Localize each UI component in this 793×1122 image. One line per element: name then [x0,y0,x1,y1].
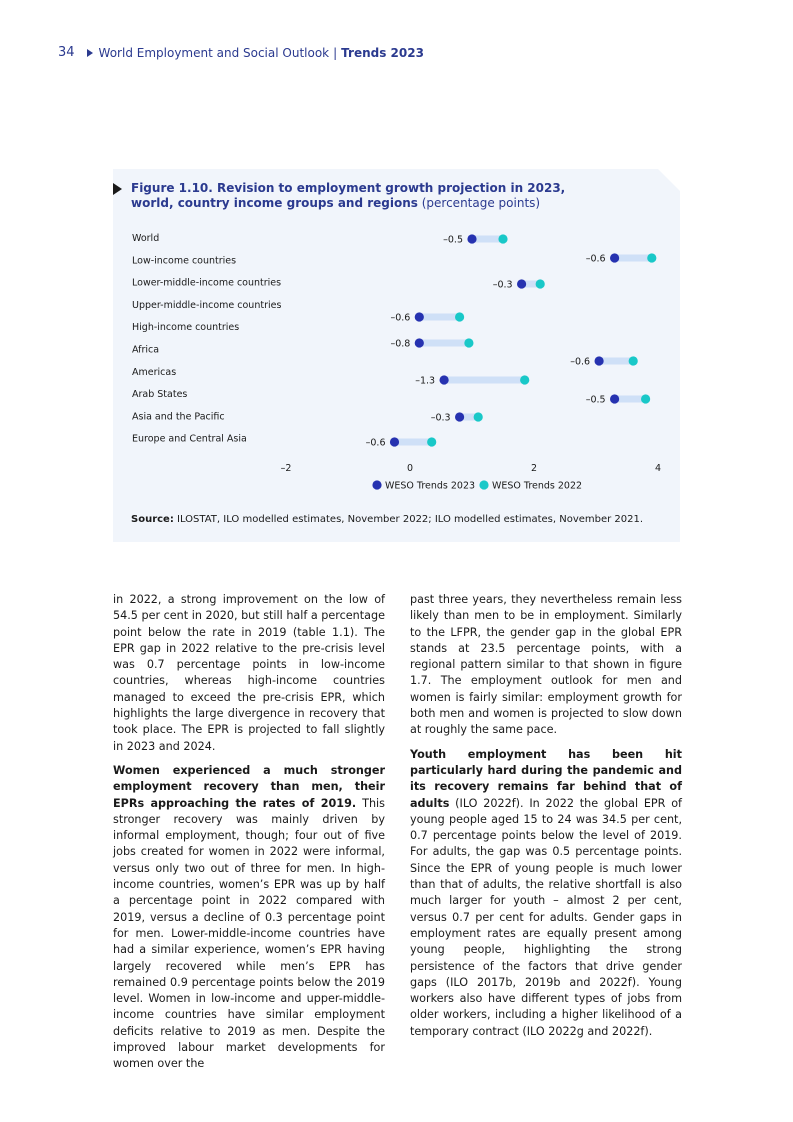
figure-title-unit: (percentage points) [417,196,541,210]
x-tick-label: –2 [280,463,292,474]
trends-2022-point [629,356,638,365]
trends-2022-point [647,253,656,262]
trends-2022-point [474,412,483,421]
body-paragraph [113,592,385,755]
paragraph-text: in 2022, a strong improvement on the low of 54.5 per cent in 2020, but still half a percentage point below the rate in 2019 (table 1.1). The EPR gap in 2022 relative to the pre-crisis level was 0.7 percentage points in low-income countries, whereas high-income countries managed to exceed the pre-crisis EPR, which highlights the large divergence in recovery that took place. The EPR is projected to fall slightly in 2023 and 2024. [113,593,385,753]
edition-title: Trends 2023 [341,45,424,60]
body-paragraph [113,763,385,1073]
difference-label: –0.6 [570,356,591,368]
running-header [58,45,424,60]
category-label: Americas [132,366,177,378]
paragraph-text: (ILO 2022f). In 2022 the global EPR of young people aged 15 to 24 was 34.5 per cent, 0.7 percentage points below the level of 2019. For adults, the gap was 0.5 percentage points. Since the EPR of young people is much lower than that of adults, the relative shortfall is also much larger for youth – almost 2 per cent, versus 0.7 per cent for adults. Gender gaps in employment rates are equally present among young people, highlighting the strong persistence of the factors that drive gender gaps (ILO 2017b, 2019b and 2022f). Young workers also have different types of jobs from older workers, including a higher likelihood of a temporary contract (ILO 2022g and 2022f). [410,796,682,1038]
paragraph-lead: Youth employment has been hit particularly hard during the pandemic and its recovery remains far behind that of adults [410,747,682,810]
trends-2023-point [390,437,399,446]
trends-2023-point [415,338,424,347]
category-label: Asia and the Pacific [132,411,225,423]
x-tick-label: 0 [406,463,414,474]
difference-label: –0.3 [430,412,451,424]
difference-label: –0.5 [585,394,606,406]
legend-marker-2023 [372,480,381,489]
difference-label: –0.5 [443,234,463,246]
figure-panel [113,169,680,542]
legend-label-2022: WESO Trends 2022 [492,480,583,492]
body-paragraph [410,592,682,739]
header-separator: | [333,45,338,60]
trends-2022-point [536,279,545,288]
paragraph-text: This stronger recovery was mainly driven by informal employment, though; four out of five jobs created for women in 2022 were informal, versus only two out of three for men. In high-income countries, women’s EPR was up by half a percentage point in 2022 compared with 2019, versus a decline of 0.3 percentage point for men. Lower-middle-income countries have had a similar experience, women’s EPR having largely recovered while men’s EPR has remained 0.9 percentage points below the 2019 level. Women in low-income and upper-middle-income countries have similar employment deficits relative to 2019 as men. Despite the improved labour market developments for women over the [113,796,385,1071]
category-label: Lower-middle-income countries [132,277,282,289]
figure-title-bold: Figure 1.10. Revision to employment growth projection in 2023, world, country income groups and regions [131,181,566,210]
body-column-left [113,592,385,1081]
trends-2023-point [595,356,604,365]
category-label: Europe and Central Asia [132,433,247,445]
category-label: Arab States [132,389,188,401]
difference-label: –1.3 [415,375,436,387]
body-column-right [410,592,682,1048]
trends-2023-point [440,375,449,384]
category-label: Upper-middle-income countries [132,299,282,311]
trends-2022-point [464,338,473,347]
source-text: ILOSTAT, ILO modelled estimates, November 2022; ILO modelled estimates, November 2021. [173,514,644,525]
category-label: High-income countries [132,322,240,334]
trends-2023-point [610,253,619,262]
dumbbell-chart [113,169,680,542]
triangle-marker-icon [87,49,93,57]
trends-2023-point [455,412,464,421]
x-tick-label: 2 [530,463,538,474]
trends-2023-point [610,394,619,403]
difference-label: –0.3 [492,279,513,291]
trends-2023-point [415,312,424,321]
trends-2022-point [498,234,507,243]
publication-title: World Employment and Social Outlook [98,45,330,60]
trends-2023-point [467,234,476,243]
x-tick-label: 4 [654,463,662,474]
trends-2022-point [427,437,436,446]
trends-2022-point [455,312,464,321]
category-label: Africa [132,344,160,356]
difference-label: –0.6 [390,312,411,324]
figure-source [131,514,643,525]
difference-label: –0.6 [585,253,606,265]
body-paragraph [410,747,682,1040]
category-label: World [132,233,160,244]
legend-marker-2022 [479,480,488,489]
page-number: 34 [58,45,75,60]
trends-2023-point [517,279,526,288]
trends-2022-point [520,375,529,384]
legend-label-2023: WESO Trends 2023 [385,480,476,492]
difference-label: –0.8 [390,338,411,350]
paragraph-text: past three years, they nevertheless remain less likely than men to be in employment. Similarly to the LFPR, the gender gap in the global EPR stands at 23.5 percentage points, with a regional pattern similar to that shown in figure 1.7. The employment outlook for men and women is fairly similar: employment growth for both men and women is projected to slow down at roughly the same pace. [410,593,682,737]
paragraph-lead: Women experienced a much stronger employment recovery than men, their EPRs approaching the rates of 2019. [113,763,385,810]
difference-label: –0.6 [365,437,386,449]
source-label: Source: [131,514,174,525]
trends-2022-point [641,394,650,403]
category-label: Low-income countries [132,255,237,267]
